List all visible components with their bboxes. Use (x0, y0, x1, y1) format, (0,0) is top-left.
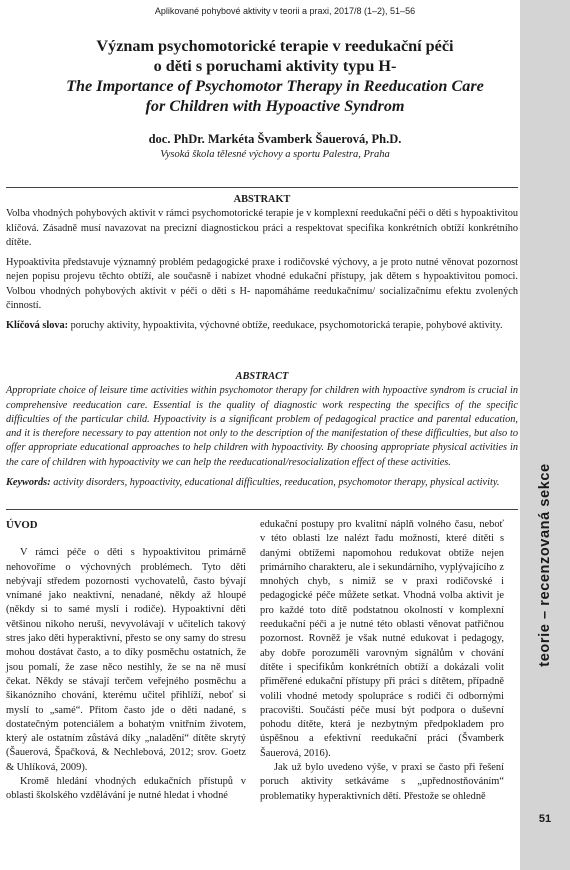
title-english-line-2: for Children with Hypoactive Syndrom (145, 97, 405, 115)
title-czech-line-2: o děti s poruchami aktivity typu H- (153, 57, 397, 75)
abstract-czech-paragraph-2: Hypoaktivita představuje významný problém pedagogické praxe i rodičovské výchovy, a je proto nutné věnovat pozornost nejen popisu projevu těchto obtíží, ale současně i nabízet vhodné edukační přístupy, jak dětem s hypoaktivitou pomoci. Volbou vhodných pohybových aktivit v péči o děti s H- napomáháme reedukačnímu/ socializačnímu efektu zvolených činností. (6, 257, 518, 312)
abstract-english-paragraph: Appropriate choice of leisure time activities within psychomotor therapy for children with hypoactive syndrom is crucial in comprehensive reeducation care. Essential is the quality of diagnostic work respecting the specifics of the specific difficulties of the particular child. Hypoactivity is a significant problem of pedagogical practice and parental education, and it is therefore necessary to pay attention not only to the description of the manifestation of these difficulties, but also to offer appropriate educational approaches to help children with hypoactivity. By choosing appropriate physical activities in the care of children with hypoactivity we can help the reeducational/resocialization effect of these activities. (6, 385, 518, 468)
title-english-line-1: The Importance of Psychomotor Therapy in Reeducation Care (66, 77, 484, 95)
keywords-czech (6, 319, 518, 333)
abstract-czech (6, 193, 518, 334)
abstract-english-heading: ABSTRACT (235, 371, 289, 382)
body-paragraph: edukační postupy pro kvalitní náplň volného času, neboť v této oblasti lze nalézt řadu možností, které dítěti s danými obtížemi napomohou redukovat obtíže nejen primárního charakteru, ale i sekundárního, vyplývajícího z mnohých chyb, s nimiž se v praxi rodičovské i pedagogické péče můžete setkat. Vhodná volba aktivit je pro každé toto dítě podstatnou okolností v komplexní reedukační péči a je nutné této oblasti věnovat patřičnou pozornost. Rovněž je však nutné edukovat i pedagogy, aby dobře porozuměli varovným signálům v chování dítěte i specifikům konkrétních obtíží a dokázali volit přiměřené edukační přístupy při práci s dítětem, případně volili vhodné metody spolupráce s rodiči či odbornými pracovišti. Součástí péče musí být podpora o duševní pohodu dítěte, která je nezbytným předpokladem pro úspěšnou a efektivní reedukační práci (Švamberk Šauerová, 2016). (260, 519, 504, 759)
body-column-left (6, 518, 246, 804)
keywords-czech-label: Klíčová slova: (6, 320, 69, 332)
author-affiliation: Vysoká škola tělesné výchovy a sportu Palestra, Praha (160, 149, 390, 160)
body-paragraph: Kromě hledání vhodných edukačních přístupů v oblasti školského vzdělávání je nutné hledat i vhodné (6, 776, 246, 802)
abstract-english (6, 370, 518, 490)
keywords-english-label: Keywords: (6, 477, 51, 489)
section-heading-uvod: ÚVOD (6, 519, 38, 531)
body-paragraph: V rámci péče o děti s hypoaktivitou primárně nehovoříme o výchovných problémech. Tyto děti nebývají středem pozornosti vychovatelů, často bývají vnímané jako neaktivní, nenadané, někdy až hloupé (někdy si to samé myslí i rodiče). Hypoaktivní děti většinou nikoho neruší, nevyvolávají v učitelích takový stres jako děti hyperaktivní, přesto se ony samy do stresu mohou dostávat často, a to díky posměchu ostatních, že jsou pomalí, že zase něco nestihly, že se na ně musí čekat. Někdy se stávají terčem veřejného posměchu a šikanózního chování, kterému učitel přihlíží, neboť si myslí to „samé“. Přitom často jde o děti nadané, s dostatečným potenciálem a bohatým vnitřním životem, který ale ostatním zůstává díky „naladění“ dítěte skrytý (Šauerová, Špačková, & Nechlebová, 2012; srov. Goetz & Uhlíková, 2009). (6, 547, 246, 773)
keywords-english (6, 476, 518, 490)
keywords-czech-text: poruchy aktivity, hypoaktivita, výchovné obtíže, reedukace, psychomotorická terapie, pohybové aktivity. (68, 320, 503, 332)
title-czech-line-1: Význam psychomotorické terapie v reedukační péči (96, 37, 454, 55)
section-side-tab (520, 0, 570, 870)
abstract-czech-heading: ABSTRAKT (233, 194, 291, 205)
page-number: 51 (538, 813, 552, 825)
keywords-english-text: activity disorders, hypoactivity, educational difficulties, reeducation, psychomotor therapy, physical activity. (50, 477, 500, 489)
abstract-czech-paragraph-1: Volba vhodných pohybových aktivit v rámci psychomotorické terapie je v komplexní reedukační péči o děti s hypoaktivitou klíčová. Zásadně musí navazovat na precizní diagnostickou práci a respektovat specifika konkrétních obtíží konkrétního dítěte. (6, 208, 518, 248)
body-paragraph: Jak už bylo uvedeno výše, v praxi se často při řešení poruch aktivity setkáváme s „upřednostňováním“ problematiky hyperaktivních dětí. Přestože se ohledně (260, 762, 504, 802)
divider-top (6, 187, 518, 188)
section-side-label: teorie – recenzovaná sekce (537, 463, 553, 667)
divider-middle (6, 509, 518, 510)
author-name: doc. PhDr. Markéta Švamberk Šauerová, Ph.D. (148, 132, 402, 146)
body-column-right (260, 518, 504, 804)
running-head: Aplikované pohybové aktivity v teorii a praxi, 2017/8 (1–2), 51–56 (154, 6, 416, 16)
title-block (20, 36, 530, 116)
